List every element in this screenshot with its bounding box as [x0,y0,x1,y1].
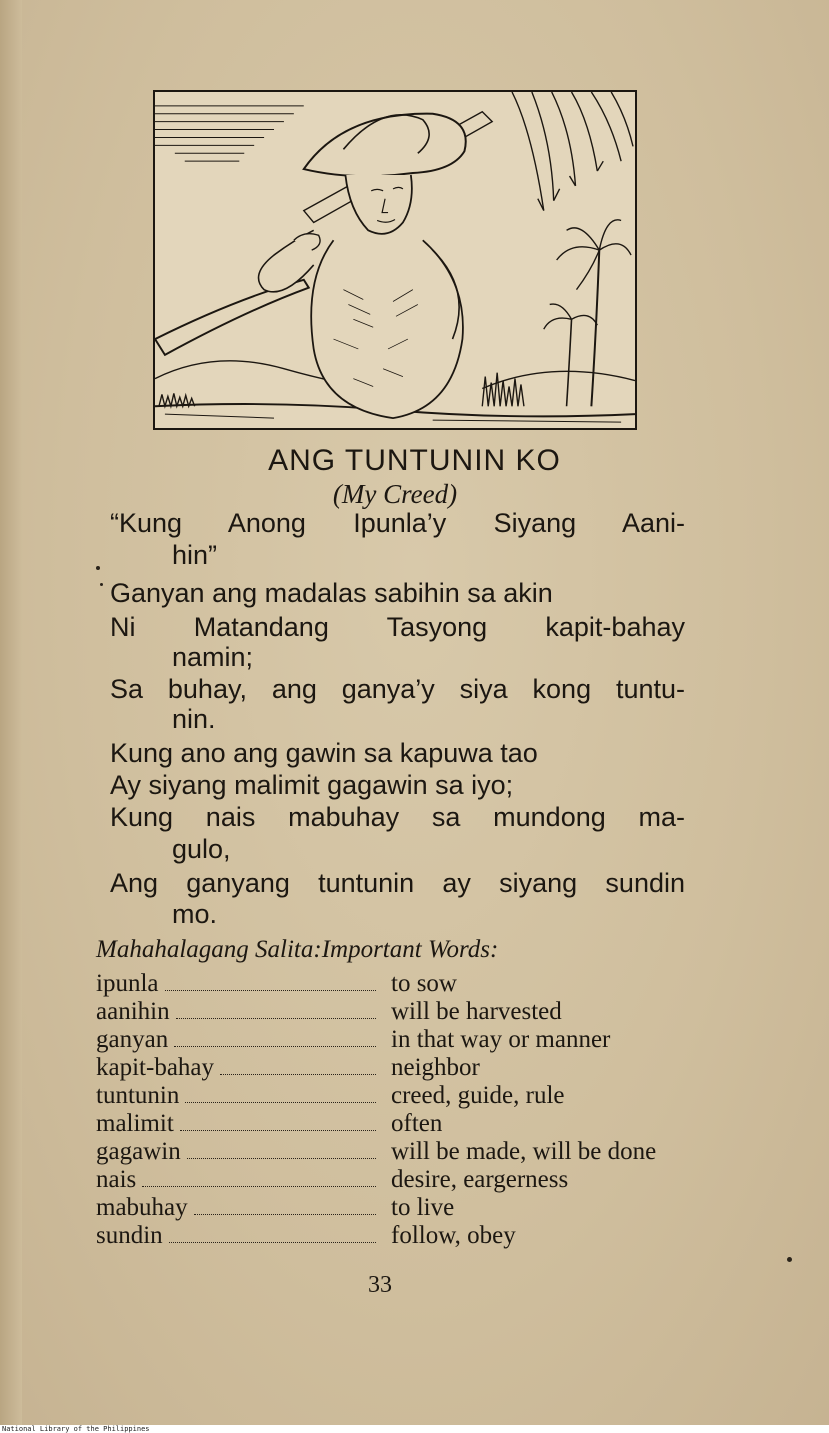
vocabulary-term: mabuhay [96,1194,188,1221]
vocabulary-term: tuntunin [96,1082,180,1109]
poem-line: Ganyan ang madalas sabihin sa akin [110,578,553,608]
leader-dots [142,1186,376,1187]
vocabulary-entry [96,1166,736,1194]
vocabulary-entry [96,998,736,1026]
vocabulary-list [96,970,736,1250]
scythe-blade [155,280,309,355]
vocabulary-meaning: to sow [391,970,457,997]
poem-line: Ay siyang malimit gagawin sa iyo; [110,770,514,800]
vocabulary-heading-english: Important Words: [321,936,499,963]
poem-line-continuation: mo. [172,899,218,929]
vocabulary-meaning: follow, obey [391,1222,516,1249]
vocabulary-term: ganyan [96,1026,169,1053]
vocabulary-entry [96,1110,736,1138]
vocabulary-meaning: will be harvested [391,998,562,1025]
leader-dots [180,1130,376,1131]
poem-line: Kung nais mabuhay sa mundong ma- [110,802,685,832]
farmer-illustration [153,90,637,430]
poem-line-continuation: hin” [172,540,218,570]
vocabulary-term: kapit-bahay [96,1054,215,1081]
poem-title: ANG TUNTUNIN KO [268,444,561,477]
leader-dots [176,1018,376,1019]
poem-line: Kung ano ang gawin sa kapuwa tao [110,738,538,768]
page-number: 33 [368,1272,392,1298]
vocabulary-meaning: in that way or manner [391,1026,611,1053]
vocabulary-term: aanihin [96,998,170,1025]
poem-line: Sa buhay, ang ganya’y siya kong tuntu- [110,674,685,704]
vocabulary-term: gagawin [96,1138,181,1165]
leader-dots [174,1046,376,1047]
library-credit: National Library of the Philippines [2,1425,150,1433]
leader-dots [169,1242,376,1243]
vocabulary-term: malimit [96,1110,174,1137]
vocabulary-meaning: desire, eargerness [391,1166,569,1193]
poem-subtitle: (My Creed) [332,479,458,509]
vocabulary-heading [96,936,498,964]
print-speck [787,1257,792,1262]
print-speck [96,566,100,570]
vocabulary-entry [96,1026,736,1054]
poem-line-continuation: nin. [172,704,216,734]
vocabulary-meaning: creed, guide, rule [391,1082,565,1109]
vocabulary-term: nais [96,1166,137,1193]
vocabulary-meaning: will be made, will be done [391,1138,657,1165]
leader-dots [220,1074,376,1075]
page-edge-shadow [0,0,22,1425]
vocabulary-term: ipunla [96,970,159,997]
leader-dots [165,990,377,991]
vocabulary-entry [96,1138,736,1166]
vocabulary-entry [96,1082,736,1110]
vocabulary-meaning: often [391,1110,443,1137]
sky-hatching [155,106,304,161]
vocabulary-term: sundin [96,1222,163,1249]
palm-trees [544,220,631,406]
leader-dots [185,1102,376,1103]
vocabulary-entry [96,970,736,998]
farmer-face [345,175,411,234]
farmer-drawing [155,92,635,428]
vocabulary-entry [96,1222,736,1250]
farmer-body [311,240,463,418]
leader-dots [187,1158,376,1159]
poem-line: “Kung Anong Ipunla’y Siyang Aani- [110,508,685,538]
vocabulary-heading-separator: : [313,936,322,963]
hanging-leaves [512,92,633,211]
vocabulary-meaning: neighbor [391,1054,480,1081]
straw-hat [304,114,466,177]
poem-line: Ni Matandang Tasyong kapit-bahay [110,612,685,642]
vocabulary-meaning: to live [391,1194,455,1221]
vocabulary-entry [96,1194,736,1222]
poem-line: Ang ganyang tuntunin ay siyang sundin [110,868,685,898]
poem-line-continuation: namin; [172,642,254,672]
vocabulary-entry [96,1054,736,1082]
leader-dots [194,1214,376,1215]
poem-line-continuation: gulo, [172,834,231,864]
vocabulary-heading-tagalog: Mahahalagang Salita [96,936,314,963]
print-speck [100,583,103,586]
